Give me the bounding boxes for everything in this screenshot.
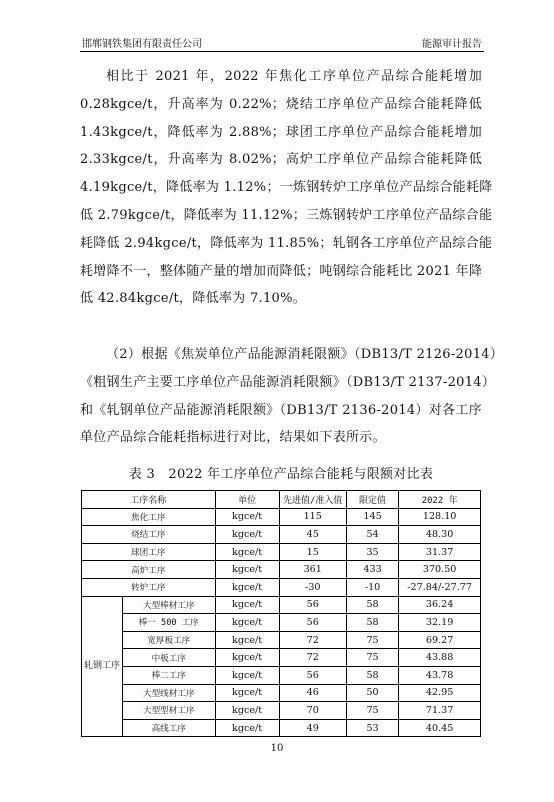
- paragraph-line: 1.43kgce/t，降低率为 2.88%；球团工序单位产品综合能耗增加: [80, 124, 482, 140]
- table-row: [82, 526, 481, 544]
- year-2022-cell: 48.30: [399, 526, 481, 544]
- paragraph-line: 4.19kgce/t，降低率为 1.12%；一炼钢转炉工序单位产品综合能耗降: [80, 180, 493, 196]
- unit-cell: kgce/t: [215, 666, 279, 684]
- advanced-value-cell: 72: [279, 631, 346, 649]
- year-2022-cell: 128.10: [399, 508, 481, 526]
- year-2022-cell: 43.88: [399, 649, 481, 667]
- table-row: [82, 561, 481, 579]
- advanced-value-cell: 15: [279, 543, 346, 561]
- process-name: 大型型材工序: [123, 702, 216, 720]
- paragraph-comparison: [80, 63, 493, 313]
- unit-cell: kgce/t: [215, 508, 279, 526]
- header-report-title: 能源审计报告: [422, 39, 482, 50]
- header-company: 邯郸钢铁集团有限责任公司: [82, 39, 202, 50]
- year-2022-cell: -27.84/-27.77: [399, 578, 481, 596]
- unit-cell: kgce/t: [215, 702, 279, 720]
- unit-cell: kgce/t: [215, 596, 279, 614]
- paragraph-line: 2.33kgce/t，升高率为 8.02%；高炉工序单位产品综合能耗降低: [80, 152, 482, 168]
- process-name: 中板工序: [123, 649, 216, 667]
- table-row: [82, 719, 481, 737]
- unit-cell: kgce/t: [215, 684, 279, 702]
- header-year-2022: 2022 年: [399, 491, 481, 509]
- year-2022-cell: 40.45: [399, 719, 481, 737]
- year-2022-cell: 31.37: [399, 543, 481, 561]
- advanced-value-cell: 45: [279, 526, 346, 544]
- table-row: [82, 649, 481, 667]
- process-name: 转炉工序: [82, 578, 216, 596]
- year-2022-cell: 32.19: [399, 614, 481, 632]
- unit-cell: kgce/t: [215, 561, 279, 579]
- year-2022-cell: 69.27: [399, 631, 481, 649]
- advanced-value-cell: -30: [279, 578, 346, 596]
- limit-value-cell: 75: [346, 649, 398, 667]
- table-row: [82, 666, 481, 684]
- energy-comparison-table: [81, 490, 481, 737]
- page-header: [82, 34, 482, 50]
- limit-value-cell: 58: [346, 614, 398, 632]
- advanced-value-cell: 49: [279, 719, 346, 737]
- limit-value-cell: 58: [346, 596, 398, 614]
- paragraph-line: （2）根据《焦炭单位产品能源消耗限额》（DB13/T 2126-2014）: [106, 347, 504, 362]
- advanced-value-cell: 46: [279, 684, 346, 702]
- table-row: [82, 543, 481, 561]
- paragraph-line: 低 42.84kgce/t，降低率为 7.10%。: [80, 291, 307, 307]
- paragraph-line: 低 2.79kgce/t，降低率为 11.12%；三炼钢转炉工序单位产品综合能: [80, 207, 493, 223]
- unit-cell: kgce/t: [215, 719, 279, 737]
- header-limit-value: 限定值: [346, 491, 398, 509]
- process-name: 球团工序: [82, 543, 216, 561]
- limit-value-cell: 433: [346, 561, 398, 579]
- paragraph-line: 耗降低 2.94kgce/t，降低率为 11.85%；轧钢各工序单位产品综合能: [80, 235, 493, 251]
- process-name: 大型线材工序: [123, 684, 216, 702]
- header-unit: 单位: [215, 491, 279, 509]
- limit-value-cell: 50: [346, 684, 398, 702]
- unit-cell: kgce/t: [215, 649, 279, 667]
- unit-cell: kgce/t: [215, 543, 279, 561]
- process-name: 棒二工序: [123, 666, 216, 684]
- table-caption: 表 3 2022 年工序单位产品综合能耗与限额对比表: [128, 467, 434, 482]
- process-name: 大型棒材工序: [123, 596, 216, 614]
- table-row: [82, 614, 481, 632]
- unit-cell: kgce/t: [215, 631, 279, 649]
- limit-value-cell: 58: [346, 666, 398, 684]
- process-name: 高线工序: [123, 719, 216, 737]
- process-name: 焦化工序: [82, 508, 216, 526]
- paragraph-line: 耗增降不一，整体随产量的增加而降低；吨钢综合能耗比 2021 年降: [80, 263, 483, 279]
- unit-cell: kgce/t: [215, 526, 279, 544]
- table-row: [82, 578, 481, 596]
- process-name: 宽厚板工序: [123, 631, 216, 649]
- limit-value-cell: 145: [346, 508, 398, 526]
- table-header-row: [82, 491, 481, 509]
- page-number: 10: [270, 743, 284, 754]
- limit-value-cell: 35: [346, 543, 398, 561]
- unit-cell: kgce/t: [215, 578, 279, 596]
- paragraph-line: 0.28kgce/t，升高率为 0.22%；烧结工序单位产品综合能耗降低: [80, 96, 482, 112]
- header-divider: [80, 51, 484, 52]
- table-row: [82, 684, 481, 702]
- table-row: [82, 596, 481, 614]
- paragraph-standards: [80, 341, 504, 452]
- year-2022-cell: 71.37: [399, 702, 481, 720]
- table-row: [82, 631, 481, 649]
- year-2022-cell: 42.95: [399, 684, 481, 702]
- paragraph-line: 和《轧钢单位产品能源消耗限额》（DB13/T 2136-2014）对各工序: [80, 402, 482, 418]
- unit-cell: kgce/t: [215, 614, 279, 632]
- process-name: 烧结工序: [82, 526, 216, 544]
- limit-value-cell: -10: [346, 578, 398, 596]
- rolling-group-label: 轧钢工序: [82, 596, 123, 737]
- advanced-value-cell: 115: [279, 508, 346, 526]
- process-name: 高炉工序: [82, 561, 216, 579]
- header-advanced-value: 先进值/准入值: [279, 491, 346, 509]
- advanced-value-cell: 56: [279, 666, 346, 684]
- limit-value-cell: 75: [346, 631, 398, 649]
- table-row: [82, 702, 481, 720]
- advanced-value-cell: 361: [279, 561, 346, 579]
- process-name: 棒一 500 工序: [123, 614, 216, 632]
- advanced-value-cell: 70: [279, 702, 346, 720]
- table-row: [82, 508, 481, 526]
- limit-value-cell: 53: [346, 719, 398, 737]
- advanced-value-cell: 72: [279, 649, 346, 667]
- advanced-value-cell: 56: [279, 596, 346, 614]
- limit-value-cell: 75: [346, 702, 398, 720]
- paragraph-line: 《粗钢生产主要工序单位产品能源消耗限额》（DB13/T 2137-2014）: [80, 374, 496, 390]
- limit-value-cell: 54: [346, 526, 398, 544]
- paragraph-line: 单位产品综合能耗指标进行对比，结果如下表所示。: [80, 430, 386, 446]
- year-2022-cell: 370.50: [399, 561, 481, 579]
- year-2022-cell: 43.78: [399, 666, 481, 684]
- year-2022-cell: 36.24: [399, 596, 481, 614]
- header-process-name: 工序名称: [82, 491, 216, 509]
- paragraph-line: 相比于 2021 年，2022 年焦化工序单位产品综合能耗增加: [106, 69, 482, 84]
- advanced-value-cell: 56: [279, 614, 346, 632]
